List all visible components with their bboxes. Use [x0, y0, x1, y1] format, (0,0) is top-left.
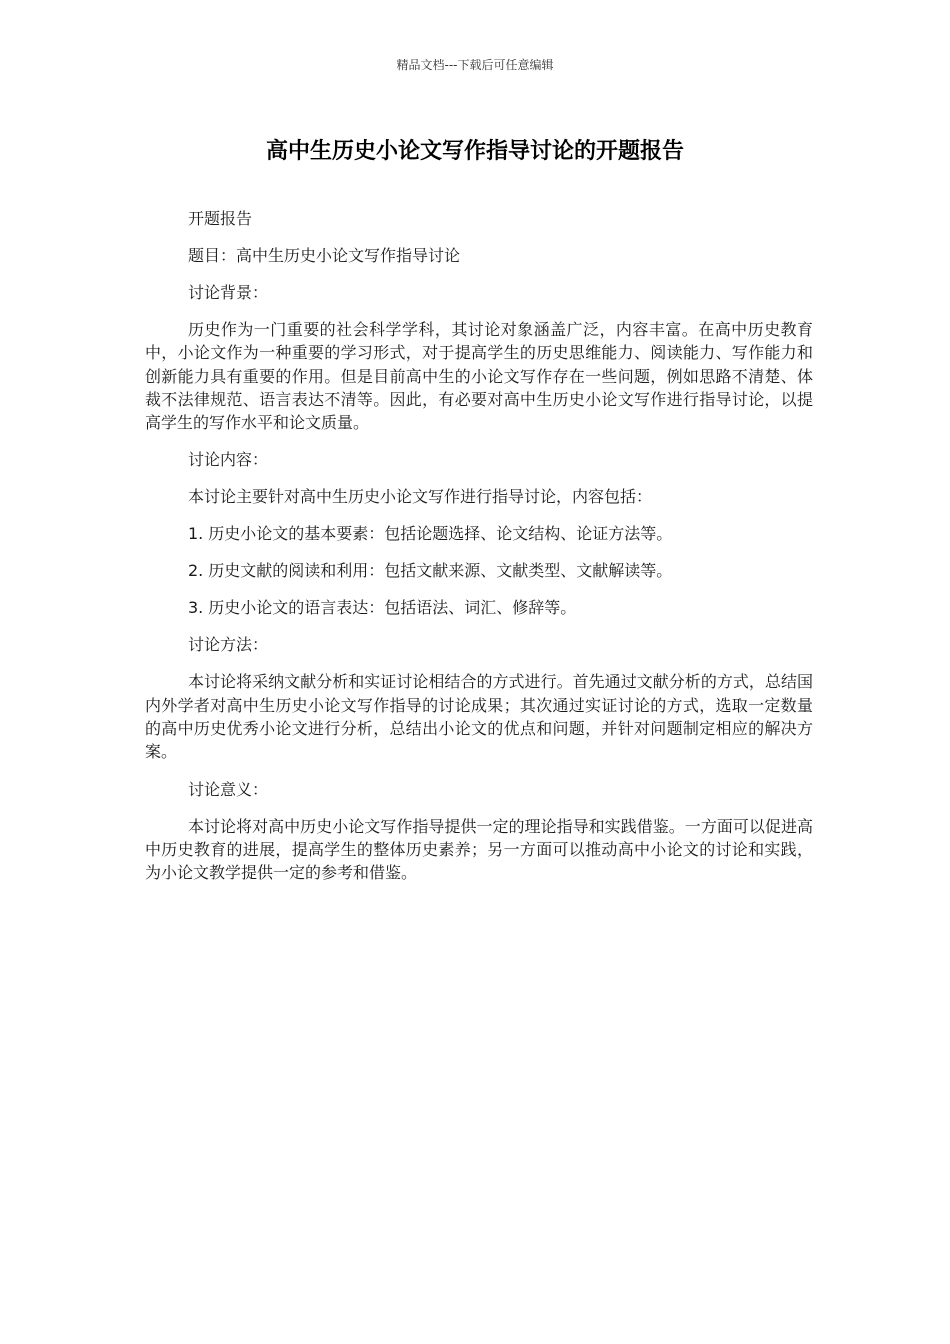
background-heading: 讨论背景： — [188, 283, 269, 302]
significance-heading: 讨论意义： — [188, 779, 269, 799]
document-body — [145, 207, 813, 899]
report-label: 开题报告 — [188, 209, 253, 228]
list-item-text: 历史小论文的基本要素：包括论题选择、论文结构、论证方法等。 — [208, 524, 673, 544]
list-item — [145, 522, 813, 545]
list-item — [145, 559, 813, 582]
background-paragraph: 历史作为一门重要的社会科学学科，其讨论对象涵盖广泛，内容丰富。在高中历史教育中，小论文作为一种重要的学习形式，对于提高学生的历史思维能力、阅读能力、写作能力和创新能力具有重要的作用。但是目前高中生的小论文写作存在一些问题，例如思路不清楚、体裁不法律规范、语言表达不清等。因此，有必要对高中生历史小论文写作进行指导讨论，以提高学生的写作水平和论文质量。 — [145, 320, 813, 433]
list-item-number: 1. — [188, 524, 204, 544]
method-heading: 讨论方法： — [188, 635, 269, 655]
list-item-text: 历史小论文的语言表达：包括语法、词汇、修辞等。 — [208, 598, 577, 618]
document-title: 高中生历史小论文写作指导讨论的开题报告 — [265, 139, 684, 164]
list-item-number: 2. — [188, 561, 204, 581]
topic-line: 题目：高中生历史小论文写作指导讨论 — [188, 246, 461, 265]
content-list — [145, 522, 813, 619]
list-item — [145, 596, 813, 619]
list-item-number: 3. — [188, 598, 204, 618]
page-header-watermark: 精品文档---下载后可任意编辑 — [396, 58, 554, 72]
method-paragraph: 本讨论将采纳文献分析和实证讨论相结合的方式进行。首先通过文献分析的方式，总结国内外学者对高中生历史小论文写作指导的讨论成果；其次通过实证讨论的方式，选取一定数量的高中历史优秀小论文进行分析，总结出小论文的优点和问题，并针对问题制定相应的解决方案。 — [145, 672, 813, 762]
list-item-text: 历史文献的阅读和利用：包括文献来源、文献类型、文献解读等。 — [208, 561, 673, 581]
significance-paragraph: 本讨论将对高中历史小论文写作指导提供一定的理论指导和实践借鉴。一方面可以促进高中历史教育的进展，提高学生的整体历史素养；另一方面可以推动高中小论文的讨论和实践，为小论文教学提供一定的参考和借鉴。 — [145, 816, 813, 883]
content-intro: 本讨论主要针对高中生历史小论文写作进行指导讨论，内容包括： — [188, 487, 653, 507]
content-heading: 讨论内容： — [188, 450, 269, 470]
